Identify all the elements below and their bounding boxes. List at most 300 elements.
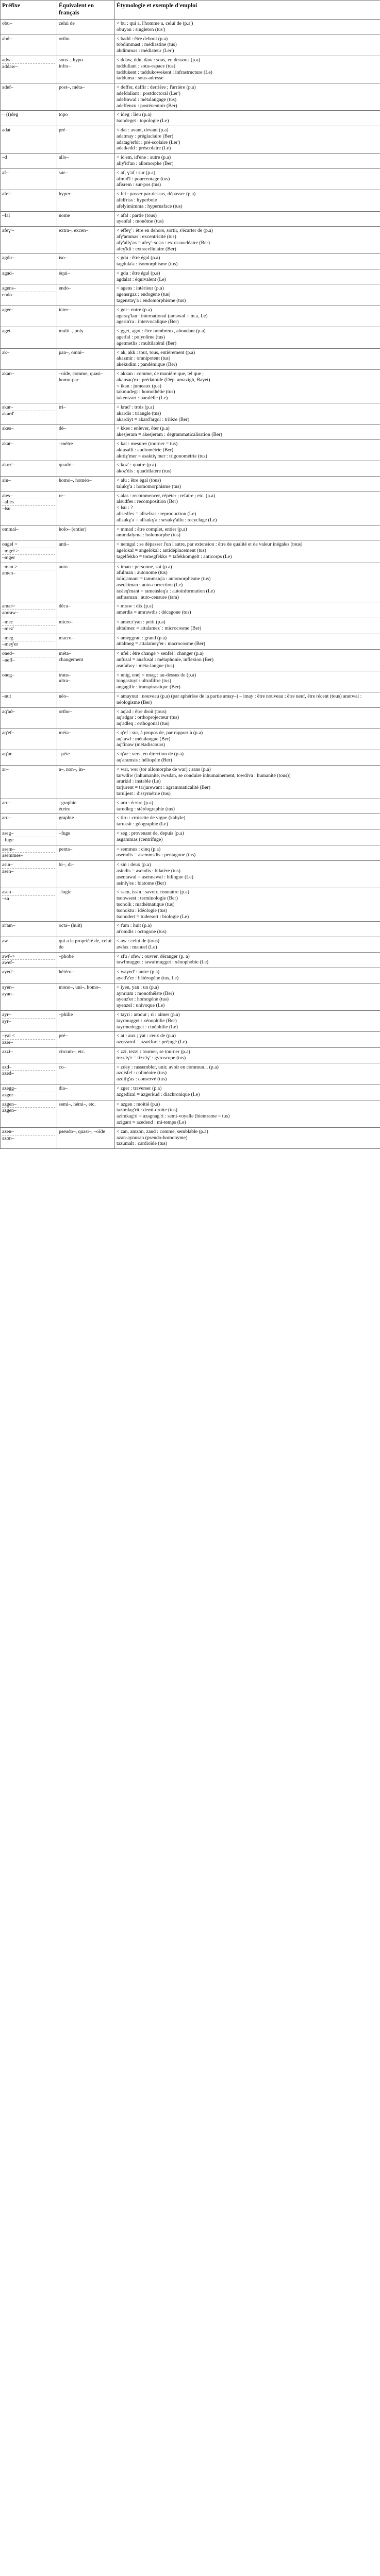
cell-line: aq'ef– — [2, 730, 14, 736]
prefix-table — [0, 0, 380, 1149]
cell-line: ayan– — [2, 991, 14, 997]
cell-line: − (t)deg — [2, 112, 19, 118]
cell-equivalent — [57, 650, 115, 671]
cell-etymology — [115, 284, 380, 306]
cell-line: awef– — [2, 960, 14, 966]
cell-line: ayr– — [2, 1018, 11, 1024]
cell-line: asemdis = asemmsdis : pentagone (tus) — [117, 852, 196, 858]
cell-etymology — [115, 1084, 380, 1100]
cell-line: addaw– — [2, 63, 18, 70]
table-row — [1, 1032, 380, 1048]
cell-line: asem– — [2, 846, 15, 852]
cell-line: –graphie — [59, 800, 77, 806]
cell-line: afeɣ'kli : extracellulaire (Ber) — [117, 246, 176, 252]
cell-line: ayenz'er : homogène (tus) — [117, 996, 169, 1003]
table-row — [1, 327, 380, 348]
cell-etymology — [115, 20, 380, 35]
cell-line: < nemgal : se dépasser l'un l'autre, par extension : être de qualité et de valeur inégales (tous) — [117, 541, 303, 548]
table-row — [1, 952, 380, 968]
cell-line: aynrram : monothéiste (Ber) — [117, 990, 174, 996]
cell-line: at'omdis : octogone (tus) — [117, 929, 167, 935]
table-row — [1, 634, 380, 650]
cell-line: azgen– — [2, 1108, 16, 1114]
cell-line: aw– — [2, 938, 11, 944]
cell-etymology — [115, 1047, 380, 1063]
table-row — [1, 306, 380, 327]
cell-line: akardiyt = akard'argol : trilèze (Ber) — [117, 416, 190, 422]
cell-line: < aw : celui de (tous) — [117, 938, 160, 944]
cell-line: af– — [2, 170, 9, 176]
cell-line: agetmetlis : multilatéral (Ber) — [117, 340, 177, 346]
cell-etymology — [115, 952, 380, 968]
cell-line: –phobe — [59, 953, 74, 959]
cell-prefix — [1, 269, 57, 284]
cell-line: sous–, hypo– — [59, 57, 86, 63]
cell-etymology — [115, 888, 380, 922]
cell-prefix — [1, 254, 57, 269]
cell-etymology — [115, 750, 380, 766]
cell-line: –mètre — [59, 441, 73, 447]
cell-prefix — [1, 540, 57, 563]
cell-line: asindis = asendis : bilatère (tus) — [117, 868, 180, 874]
cell-line: alu– — [2, 478, 11, 483]
cell-equivalent — [57, 618, 115, 634]
cell-equivalent — [57, 829, 115, 845]
cell-line: changement — [59, 656, 84, 663]
cell-line: afel– — [2, 191, 12, 197]
cell-prefix — [1, 1127, 57, 1148]
cell-line: adefdaliant : postdoctoral (Ler') — [117, 90, 180, 96]
cell-line: < t'am : huit (p.a) — [117, 923, 152, 929]
cell-etymology — [115, 1127, 380, 1148]
cell-line: azan-aynusan (pseudo-homonyme) — [117, 1134, 188, 1141]
cell-prefix — [1, 525, 57, 540]
cell-line: ayenzel : univoque (Le) — [117, 1003, 165, 1009]
cell-prefix — [1, 154, 57, 169]
cell-equivalent — [57, 634, 115, 650]
cell-prefix — [1, 1047, 57, 1063]
cell-line: ommal– — [2, 526, 19, 532]
cell-line: graphie — [59, 815, 74, 821]
cell-equivalent — [57, 492, 115, 525]
cell-line: akes– — [2, 426, 14, 432]
cell-equivalent — [57, 306, 115, 327]
cell-line: –fuge — [59, 831, 71, 837]
table-row — [1, 618, 380, 634]
cell-line: aq'finaw (métadiscours) — [117, 742, 165, 748]
table-row — [1, 1047, 380, 1063]
cell-line: –alles — [2, 499, 14, 505]
cell-line: asnfalwy : méta-langue (tus) — [117, 663, 174, 669]
cell-line: < iyen, yan : un (p.a) — [117, 984, 159, 990]
cell-line: < ideg : lieu (p.a) — [117, 112, 152, 118]
table-row — [1, 492, 380, 525]
cell-line: pré– — [59, 127, 68, 133]
cell-line: quadri– — [59, 462, 74, 468]
cell-etymology — [115, 461, 380, 477]
cell-line: < akkan : comme, de manière que, tel que ; — [117, 371, 204, 377]
cell-equivalent — [57, 845, 115, 861]
cell-equivalent — [57, 1100, 115, 1127]
table-row — [1, 799, 380, 814]
cell-etymology — [115, 540, 380, 563]
cell-line: < gget, agot : être nombreux, abondant (p.a) — [117, 328, 206, 334]
cell-etymology — [115, 35, 380, 56]
cell-line: < azgen : moitié (p.a) — [117, 1101, 160, 1107]
table-row — [1, 861, 380, 888]
table-row — [1, 750, 380, 766]
cell-etymology — [115, 692, 380, 707]
cell-prefix — [1, 190, 57, 211]
cell-prefix — [1, 35, 57, 56]
cell-prefix — [1, 370, 57, 403]
cell-line: dia– — [59, 1085, 68, 1091]
cell-line: < zdey : rassembler, unir, avoir en commun... (p.a) — [117, 1064, 219, 1070]
cell-line: ayed'– — [2, 969, 15, 975]
cell-etymology — [115, 861, 380, 888]
cell-line: azimkag'ri = azagnag'ri : semi-voyelle (bientrame = tus) — [117, 1113, 230, 1120]
cell-equivalent — [57, 540, 115, 563]
cell-line: aq'aramsis : héliopète (Ber) — [117, 757, 172, 764]
cell-equivalent — [57, 348, 115, 369]
table-row — [1, 20, 380, 35]
cell-line: iso– — [59, 255, 68, 261]
cell-prefix — [1, 671, 57, 692]
cell-line: afelyimimma : hyperusface (tus) — [117, 203, 183, 209]
table-row — [1, 425, 380, 440]
cell-line: topo — [59, 112, 68, 118]
cell-equivalent — [57, 799, 115, 814]
cell-line: tagelfekko = tomegfekko = tafekkomgelt : anticorps (Le) — [117, 553, 232, 560]
cell-prefix — [1, 348, 57, 369]
cell-etymology — [115, 707, 380, 728]
cell-line: –d — [2, 155, 7, 161]
cell-line: asinlɣ'es : biatome (Ber) — [117, 880, 166, 886]
table-row — [1, 83, 380, 111]
cell-etymology — [115, 440, 380, 461]
cell-line: abd– — [2, 36, 12, 42]
cell-line: asemmes– — [2, 853, 23, 859]
cell-line: adw– — [2, 57, 13, 63]
cell-equivalent — [57, 190, 115, 211]
cell-line: aseq'timan : auto-correction (Le) — [117, 582, 183, 588]
cell-etymology — [115, 650, 380, 671]
cell-line: asgammas (centrifuge) — [117, 836, 163, 842]
cell-equivalent — [57, 154, 115, 169]
cell-line: talukɣ'a : homomorphisme (tus) — [117, 483, 181, 489]
table-row — [1, 254, 380, 269]
table-row — [1, 845, 380, 861]
cell-line: co– — [59, 1064, 67, 1070]
table-row — [1, 154, 380, 169]
cell-line: tayrmedegget : cinéphilie (Le) — [117, 1024, 178, 1030]
cell-line: akoz'dis : quadrilatère (tus) — [117, 468, 172, 474]
table-row — [1, 284, 380, 306]
table-row — [1, 937, 380, 953]
cell-line: < afal : partie (tous) — [117, 212, 157, 218]
cell-etymology — [115, 403, 380, 425]
cell-line: semi–, hémi–, etc. — [59, 1101, 96, 1107]
cell-line: < wayed' : autre (p.a) — [117, 969, 160, 975]
cell-line: re– — [59, 493, 65, 499]
cell-line: angagifir : transpirastique (Ber) — [117, 684, 180, 690]
cell-prefix — [1, 888, 57, 922]
cell-line: oneg– — [2, 672, 14, 678]
table-row — [1, 1127, 380, 1148]
cell-line: afisrem : sur-pos (tus) — [117, 182, 161, 188]
cell-line: macro– — [59, 635, 74, 641]
cell-equivalent — [57, 1032, 115, 1048]
cell-equivalent — [57, 211, 115, 227]
cell-line: < zger : traverser (p.a) — [117, 1085, 162, 1091]
cell-line: < ger : entre (p.a) — [117, 307, 152, 313]
table-row — [1, 829, 380, 845]
cell-line: akazmir : omnipotent (tus) — [117, 355, 171, 362]
cell-line: < q'ar : vers, en direction de (p.a) — [117, 751, 184, 757]
cell-etymology — [115, 477, 380, 492]
cell-prefix — [1, 650, 57, 671]
cell-equivalent — [57, 1010, 115, 1031]
cell-line: < iman : personne, soi (p.a) — [117, 564, 172, 570]
cell-line: azigant = azedend : mi-temps (Le) — [117, 1119, 186, 1125]
cell-etymology — [115, 126, 380, 153]
cell-prefix — [1, 477, 57, 492]
cell-line: < deffer, daffir : derrière ; l'arrière (p.a) — [117, 84, 196, 91]
table-row — [1, 1010, 380, 1031]
cell-etymology — [115, 845, 380, 861]
cell-etymology — [115, 370, 380, 403]
cell-etymology — [115, 1100, 380, 1127]
table-row — [1, 269, 380, 284]
cell-line: aktasalli : audiométrie (Ber) — [117, 447, 174, 453]
cell-prefix — [1, 440, 57, 461]
cell-line: aq'adgar : orthoprojecteur (tus) — [117, 715, 179, 721]
cell-prefix — [1, 728, 57, 750]
table-row — [1, 968, 380, 984]
cell-etymology — [115, 327, 380, 348]
cell-prefix — [1, 829, 57, 845]
cell-etymology — [115, 154, 380, 169]
cell-line: ar– — [2, 766, 9, 772]
cell-etymology — [115, 168, 380, 190]
table-row — [1, 348, 380, 369]
table-row — [1, 56, 380, 83]
cell-line: akansaq'ru : prédatoïde (Dép. amazigh, Bayet) — [117, 377, 210, 383]
cell-equivalent — [57, 937, 115, 953]
cell-prefix — [1, 602, 57, 618]
cell-line: –fal — [2, 212, 10, 218]
cell-line: micro– — [59, 619, 73, 625]
cell-line: asen– — [2, 869, 14, 875]
cell-line: < id'em, id'ene : autre (p.a) — [117, 155, 171, 161]
cell-line: afeɣ'– — [2, 228, 14, 234]
cell-line: a–, non–, in– — [59, 766, 86, 772]
cell-equivalent — [57, 56, 115, 83]
cell-equivalent — [57, 440, 115, 461]
cell-line: agelokal = angelokal : antidéplacement (tus) — [117, 547, 206, 553]
cell-line: pan–, omni– — [59, 349, 84, 355]
cell-line: < amaynut : nouveau (p.a) (par aphérèse de la partie amay–) – imay : être nouveau ; être neuf, être récent (tous) anutwal : néologisme (Ber) — [117, 693, 362, 705]
cell-line: qui a la propriété de, celui de — [59, 938, 112, 950]
cell-line: tarjurent = tarjurewant : agrammaticalité (Ber) — [117, 785, 211, 791]
cell-line: < kat : mesurer (tourner = tus) — [117, 441, 178, 447]
cell-line: –lsu — [2, 506, 11, 512]
cell-line: tayrmugget : xénophilie (Ber) — [117, 1018, 177, 1024]
cell-etymology — [115, 1010, 380, 1031]
cell-line: < nfel : être changé > senfel : changer (p.a) — [117, 651, 204, 657]
cell-equivalent — [57, 602, 115, 618]
cell-line: < aru : écrire (p.a) — [117, 800, 154, 806]
cell-prefix — [1, 692, 57, 707]
cell-equivalent — [57, 461, 115, 477]
cell-etymology — [115, 728, 380, 750]
cell-line: < mmad : être complet, entier (p.a) — [117, 526, 187, 532]
cell-line: adefrawal : métalangage (tus) — [117, 96, 177, 103]
cell-prefix — [1, 327, 57, 348]
table-row — [1, 440, 380, 461]
cell-line: aru– — [2, 800, 11, 806]
cell-line: –oïde, comme, quasi– — [59, 371, 103, 377]
cell-equivalent — [57, 126, 115, 153]
cell-equivalent — [57, 692, 115, 707]
cell-line: ongel > — [2, 541, 18, 548]
cell-line: –mgel > — [2, 548, 19, 554]
cell-line: pré– — [59, 1033, 68, 1039]
cell-line: adatag'erbit : pré-scolaire (Ler') — [117, 139, 180, 145]
cell-etymology — [115, 83, 380, 111]
cell-line: attalmeg = attalameɣ'er : macrocosme (Ber) — [117, 641, 205, 647]
cell-equivalent — [57, 952, 115, 968]
cell-line: auto– — [59, 564, 70, 570]
cell-line: akar– — [2, 404, 13, 411]
cell-line: sur– — [59, 170, 68, 176]
cell-line: infra– — [59, 63, 71, 69]
cell-etymology — [115, 269, 380, 284]
cell-line: celui de — [59, 21, 75, 26]
cell-equivalent — [57, 370, 115, 403]
cell-prefix — [1, 492, 57, 525]
cell-line: hyper– — [59, 191, 73, 197]
cell-etymology — [115, 211, 380, 227]
cell-line: azerzarof = azarifort : préjugé (Le) — [117, 1039, 187, 1045]
cell-line: ortho — [59, 36, 70, 42]
cell-equivalent — [57, 983, 115, 1010]
cell-line: tongastuyt : ultrafiltre (tus) — [117, 678, 171, 684]
cell-equivalent — [57, 168, 115, 190]
header-equivalent: Équivalent en français — [57, 1, 115, 20]
cell-line: < gdu : être égal (p.a) — [117, 270, 160, 276]
cell-line: takentzart : paralèlle (Le) — [117, 395, 168, 401]
cell-line: aq'fawl : métalangue (Ber) — [117, 736, 171, 742]
cell-prefix — [1, 1010, 57, 1031]
cell-line: akan– — [2, 371, 14, 377]
cell-line: oned– — [2, 651, 14, 657]
cell-line: pseudo–, quasi–, –oïde — [59, 1128, 105, 1134]
cell-equivalent — [57, 1063, 115, 1084]
cell-prefix — [1, 750, 57, 766]
cell-line: < koz' : quatre (p.a) — [117, 462, 156, 468]
cell-line: < ikan : jumeaux (p.a) — [117, 383, 161, 389]
cell-equivalent — [57, 269, 115, 284]
cell-line: équi– — [59, 270, 70, 276]
cell-line: hétéro– — [59, 969, 74, 975]
cell-etymology — [115, 525, 380, 540]
cell-prefix — [1, 634, 57, 650]
table-row — [1, 477, 380, 492]
cell-prefix — [1, 618, 57, 634]
cell-line: –mec — [2, 619, 13, 625]
cell-prefix — [1, 1032, 57, 1048]
cell-line: –meɣ'er — [2, 641, 19, 648]
table-row — [1, 650, 380, 671]
cell-line: tri– — [59, 404, 66, 411]
cell-line: aq'adleq : orthogonal (tus) — [117, 721, 170, 727]
cell-line: tezz'iɣ'r = tizz'iɣ' : gyroscope (tus) — [117, 1055, 186, 1061]
table-body — [1, 20, 380, 1149]
cell-etymology — [115, 671, 380, 692]
cell-line: obuyan : singleton (tus') — [117, 26, 166, 32]
cell-line: ayen– — [2, 984, 14, 990]
cell-line: tadduma : sous-adresse — [117, 75, 163, 81]
table-row — [1, 1100, 380, 1127]
cell-equivalent — [57, 111, 115, 126]
cell-line: tazumalt : cardioïde (tus) — [117, 1141, 168, 1147]
cell-etymology — [115, 922, 380, 937]
cell-etymology — [115, 937, 380, 953]
cell-line: amraw– — [2, 610, 19, 616]
cell-line: tagenstaɣ'a : endomorphisme (tus) — [117, 298, 186, 304]
table-row — [1, 1063, 380, 1084]
cell-line: adatmay : préglaciaire (Ber) — [117, 133, 174, 139]
cell-line: < amecz'yan : petit (p.a) — [117, 619, 166, 625]
table-row — [1, 370, 380, 403]
cell-line: amen– — [2, 570, 16, 577]
cell-prefix — [1, 111, 57, 126]
cell-prefix — [1, 845, 57, 861]
cell-etymology — [115, 1032, 380, 1048]
cell-line: < nnig, enej < nnag : au-dessus de (p.a) — [117, 672, 196, 678]
table-row — [1, 35, 380, 56]
cell-line: < seg : provenant de, depuis (p.a) — [117, 831, 184, 837]
cell-line: –yat < — [2, 1033, 15, 1039]
cell-line: asen– — [2, 889, 14, 895]
cell-line: tsonudert = tudersert : biologie (Le) — [117, 913, 189, 920]
cell-etymology — [115, 306, 380, 327]
cell-etymology — [115, 1063, 380, 1084]
cell-line: –pète — [59, 751, 70, 757]
cell-line: tazimlag'rit : demi-droite (tus) — [117, 1107, 177, 1113]
cell-line: taruksit : géographie (Le) — [117, 821, 168, 827]
cell-line: amar> — [2, 603, 15, 609]
cell-line: < aq'ad : être droit (tous) — [117, 708, 167, 715]
cell-prefix — [1, 461, 57, 477]
cell-line: abdimmas : médiateur (Ler') — [117, 48, 174, 54]
cell-line: < alu : être égal (tous) — [117, 478, 161, 483]
cell-prefix — [1, 922, 57, 937]
cell-line: < effeɣ' : être en dehors, sortir, s'écarter de (p.a) — [117, 228, 213, 234]
header-etymology: Étymologie et exemple d'emploi — [115, 1, 380, 20]
table-row — [1, 671, 380, 692]
table-row — [1, 227, 380, 254]
cell-line: adef– — [2, 84, 13, 91]
cell-line: < mraw : dix (p.a) — [117, 603, 154, 609]
cell-equivalent — [57, 814, 115, 829]
cell-line: < zzi, tezzi : tourner, se tourner (p.a) — [117, 1048, 190, 1055]
cell-line: asin– — [2, 862, 13, 868]
cell-line: –meg — [2, 635, 13, 641]
cell-line: anfusal = anafusal : métaphonie, inflexion (Ber) — [117, 656, 214, 663]
cell-line: –logie — [59, 889, 72, 895]
